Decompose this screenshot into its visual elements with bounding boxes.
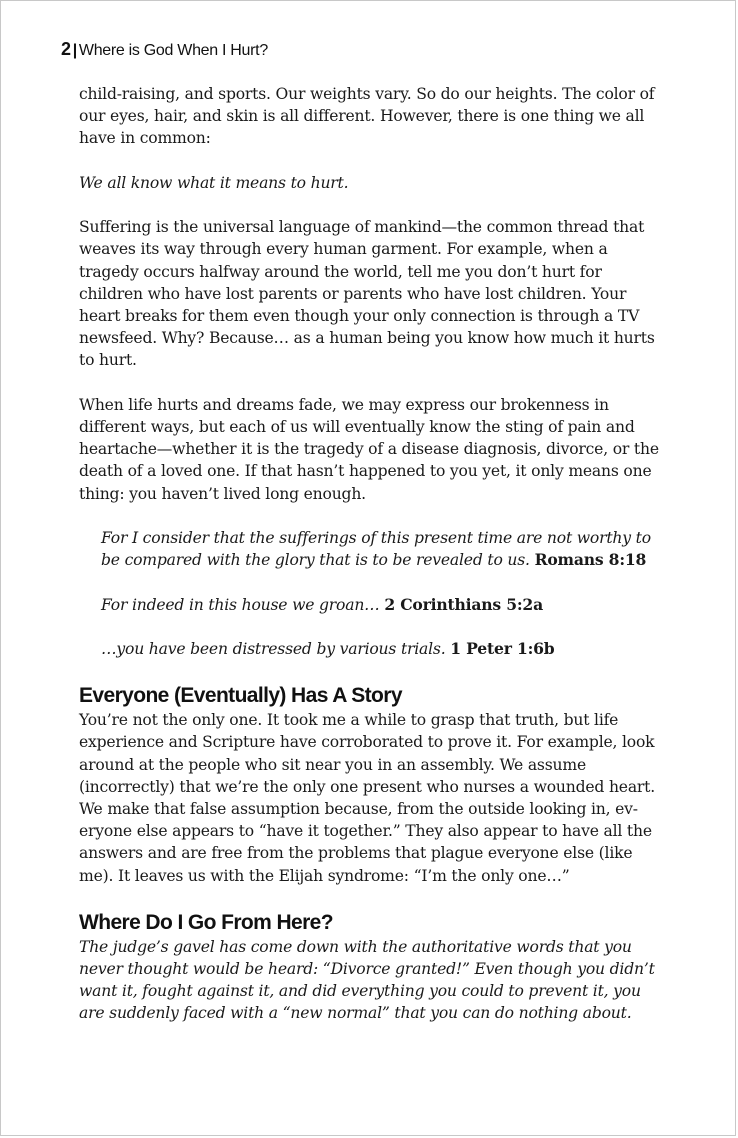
page-body: [79, 83, 659, 1025]
section-1-body: You’re not the only one. It took me a while to grasp that truth, but life experience and Scripture have corroborated to prove it. For example, look around at the people who sit near you in an assembly. We assume (incorrectly) that we’re the only one present who nurses a wounded heart. We make that false assumption because, from the outside looking in, ev-eryone else appears to “have it together.” They also appear to have all the answers and are free from the problems that plague everyone else (like me). It leaves us with the Elijah syndrome: “I’m the only one…”: [79, 711, 656, 885]
paragraph-2: We all know what it means to hurt.: [79, 173, 349, 192]
quote-2-text: For indeed in this house we groan…: [101, 595, 385, 614]
scripture-quote-2: [101, 594, 659, 616]
quote-1-text: For I consider that the sufferings of this present time are not worthy to be compared with the glory that is to be revealed to us.: [101, 529, 651, 570]
paragraph-1: child-raising, and sports. Our weights vary. So do our heights. The color of our eyes, hair, and skin is all different. However, there is one thing we all have in common:: [79, 85, 655, 148]
quote-2-reference: 2 Corinthians 5:2a: [384, 594, 543, 614]
header-separator: |: [72, 42, 77, 59]
scripture-quote-1: [101, 527, 659, 571]
page-number: 2: [61, 39, 71, 59]
paragraph-3: Suffering is the universal language of mankind—the common thread that weaves its way through every human garment. For example, when a tragedy occurs halfway around the world, tell me you don’t hurt for children who have lost parents or parents who have lost children. Your heart breaks for them even though your only connection is through a TV newsfeed. Why? Because… as a human being you know how much it hurts to hurt.: [79, 218, 655, 370]
book-title: Where is God When I Hurt?: [78, 42, 268, 59]
quote-3-reference: 1 Peter 1:6b: [450, 638, 555, 658]
section-2-body: The judge’s gavel has come down with the authoritative words that you never thought would be heard: “Divorce granted!” Even though you didn’t want it, fought against it, and did everything you could to prevent it, you are suddenly faced with a “new normal” that you can do nothing about.: [79, 937, 655, 1023]
running-head: [61, 39, 268, 60]
section-heading-2: Where Do I Go From Here?: [79, 910, 333, 934]
paragraph-4: When life hurts and dreams fade, we may express our brokenness in different ways, but each of us will eventually know the sting of pain and heartache—whether it is the tragedy of a disease diagnosis, divorce, or the death of a loved one. If that hasn’t happened to you yet, it only means one thing: you haven’t lived long enough.: [79, 395, 659, 503]
section-heading-1: Everyone (Eventually) Has A Story: [79, 684, 402, 708]
quote-1-reference: Romans 8:18: [534, 550, 647, 570]
quote-3-text: …you have been distressed by various trials.: [101, 639, 451, 658]
scripture-quote-3: [101, 638, 659, 660]
